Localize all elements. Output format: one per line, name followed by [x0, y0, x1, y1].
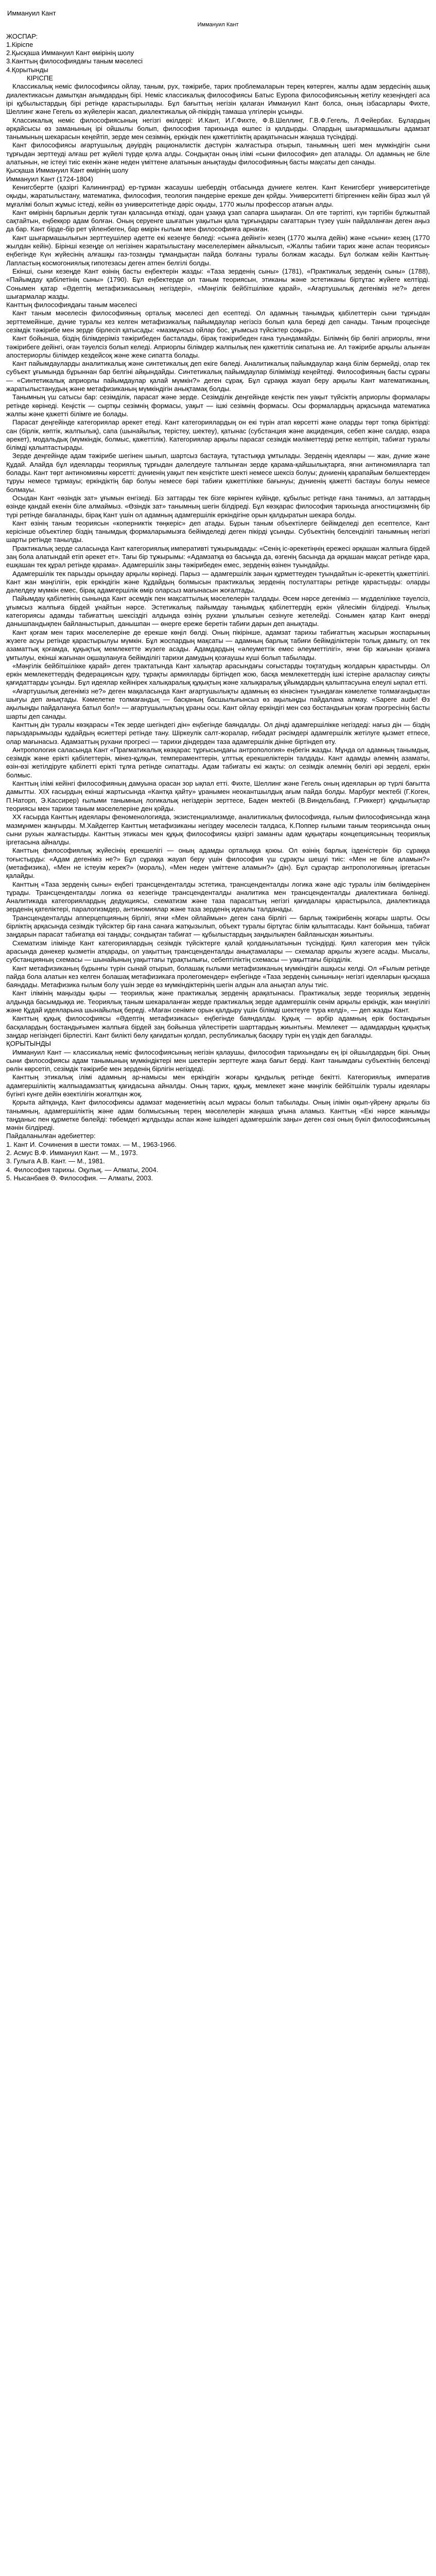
- intro-heading: КІРІСПЕ: [27, 74, 53, 82]
- body-paragraph: Антропология саласында Кант «Прагматикалық көзқарас тұрғысындағы антропология» еңбегін жазды. Мұнда ол адамның танымдық, сезімдік және ерікті қабілеттерін, мінез-құлқын, темпераменттерін, ұлттық ерекшеліктерін талдады. Кант адамды әлемнің азаматы, өзін-өзі жетілдіруге қабілетті ерікті тұлға ретінде сипаттады. Адам табиғаты екі жақты: ол сезімдік әлемнің бөлігі әрі зерделі, еркін болмыс.: [6, 745, 430, 779]
- body-paragraph: Кант қоғам мен тарих мәселелеріне де ерекше көңіл бөлді. Оның пікірінше, адамзат тарихы табиғаттың жасырын жоспарының жүзеге асуы ретінде қарастырылуы мүмкін. Бұл жоспардың мақсаты — адамның барлық табиғи бейімділіктерін толық дамыту, ол тек азаматтық қоғамда, құқықтық мемлекетте жүзеге асады. Адамдардың «әлеуметтік емес әлеуметтілігі», яғни бір жағынан қоғамға ұмтылуы, екінші жағынан оқшаулануға бейімділігі тарихи дамудың қозғаушы күші болып табылады.: [6, 628, 430, 662]
- bio-paragraph: Кант шығармашылығын зерттеушілер әдетте екі кезеңге бөледі: «сынға дейінгі» кезең (1770 жылға дейін) және «сыни» кезең (1770 жылдан кейін). Бірінші кезеңде ол негізінен жаратылыстану мәселелерімен айналысып, «Жалпы табиғи тарих және аспан теориясы» еңбегінде Күн жүйесінің алғашқы газ-тозаңды тұмандықтан пайда болғаны туралы болжам жасады. Бұл болжам кейін Канттың-Лапластың космогониялық гипотезасы деген атпен белгілі болды.: [6, 233, 430, 267]
- bio-paragraph: Кант өмірінің барлығын дерлік туған қаласында өткізді, одан ұзаққа ұзап сапарға шықпаған. Ол өте тәртіпті, күн тәртібін бұлжытпай сақтайтын, еңбекқор адам болған. Оның серуенге шығатын уақытын қала тұрғындары сағаттарын түзеу үшін пайдаланған деген аңыз да бар. Кант бірде-бір рет үйленбеген, бар өмірін ғылым мен философияға арнаған.: [6, 208, 430, 233]
- theory-paragraph: Кант таным мәселесін философияның орталық мәселесі деп есептеді. Ол адамның танымдық қабілеттерін сыни тұрғыдан зерттемейінше, дүние туралы кез келген метафизикалық пайымдаулар негізсіз болып қала береді деп санады. Таным процесінде сезімдік тәжірибе мен зерде бірлесіп қатысады: «мазмұнсыз ойлар бос, ұғымсыз түйсіктер соқыр».: [6, 309, 430, 334]
- plan-item: 3.Канттың философиядағы таным мәселесі: [6, 57, 143, 65]
- theory-paragraph: Кант пайымдауларды аналитикалық және синтетикалық деп екіге бөледі. Аналитикалық пайымдаулар жаңа білім бермейді, олар тек субъект ұғымында бұрыннан бар белгіні айқындайды. Синтетикалық пайымдаулар білімімізді кеңейтеді. Философияның басты сұрағы — «Синтетикалық априорлы пайымдаулар қалай мүмкін?» деген сұрақ. Бұл сұраққа жауап беру арқылы Кант математиканың, жаратылыстанудың және метафизиканың мүмкіндігін анықтамақ болды.: [6, 360, 430, 393]
- reference-item: 4. Философия тарихы. Оқулық. — Алматы, 2004.: [6, 1165, 159, 1174]
- body-paragraph: Канттың «Таза зерденің сыны» еңбегі трансценденталды эстетика, трансценденталды логика және әдіс туралы ілім бөлімдерінен тұрады. Трансценденталды логика өз кезегінде трансценденталды аналитика мен трансценденталды диалектикаға бөлінеді. Аналитикада категориялардың дедукциясы, схематизм және таза парасаттың негізгі қағидалары қарастырылса, диалектикада зерденің қателіктері, паралогизмдер, антиномиялар және таза зерденің идеалы талданады.: [6, 880, 430, 913]
- bio-paragraph: Кенигсбергте (қазіргі Калининград) ер-тұрман жасаушы шебердің отбасында дүниеге келген. Кант Кенигсберг университетінде оқыды, жаратылыстану, математика, философия, теология пәндеріне ерекше ден қойды. Университетті бітіргеннен кейін біраз жыл үй мұғалімі болып жұмыс істеді, кейін өз университетінде дәріс оқыды, 1770 жылы профессор атағын алды.: [6, 183, 430, 208]
- conclusion-paragraph: Канттың этикалық ілімі адамның ар-намысы мен еркіндігін жоғары құндылық ретінде бекітті. Категориялық императив адамгершіліктің жалпыадамзаттық қағидасына айналды. Оның тарих, құқық, мемлекет және мәңгілік бейбітшілік туралы идеялары бүгінгі күнге дейін өзектілігін жоғалтқан жоқ.: [6, 1073, 430, 1098]
- theory-paragraph: Танымның үш сатысы бар: сезімділік, парасат және зерде. Сезімділік деңгейінде кеңістік пен уақыт түйсіктің априорлы формалары ретінде көрінеді. Кеңістік — сыртқы сезімнің формасы, уақыт — ішкі сезімнің формасы. Осы формалардың арқасында математика жалпы және қажетті білімге ие болады.: [6, 393, 430, 418]
- intro-paragraph: Классикалық неміс философиясы ойлау, таным, рух, тәжірибе, тарих проблемаларын терең көтерген, жалпы адам зердесінің ашық диалектикасын дамытқан ағымдардың бірі. Неміс классикалық философиясы Батыс Еуропа философиясының жетілу кезеңіндегі аса ірі құбылыстардың бірі ретінде қарастырылады. Бұл бағыттың негізін қалаған Иммануил Кант болса, оның ізбасарлары Фихте, Шеллинг және Гегель өз жүйелерін жасап, диалектикалық ой-пікірдің тамаша үлгілерін ұсынды.: [6, 82, 430, 116]
- body-paragraph: XX ғасырда Канттың идеялары феноменологияда, экзистенциализмде, аналитикалық философияда, ғылым философиясында жаңа мазмұнмен жаңғырды. М.Хайдеггер Канттың метафизиканы негіздеу мәселесін талдаса, К.Поппер ғылыми таным теориясында оның сыни рухын жалғастырды. Канттың этикасы мен құқық философиясы қазіргі заманғы адам құқықтары концепциясының теориялық іргетасына айналды.: [6, 813, 430, 846]
- conclusion-paragraph: Иммануил Кант — классикалық неміс философиясының негізін қалаушы, философия тарихындағы ең ірі ойшылдардың бірі. Оның сыни философиясы адам танымының мүмкіндіктері мен шектерін зерттеуге жаңа бағыт берді. Кант танымдағы субъектінің белсенді рөлін көрсетіп, сезімдік тәжірибе мен зерденің бірлігін негіздеді.: [6, 1048, 430, 1073]
- reference-item: 5. Нысанбаев Ә. Философия. — Алматы, 2003.: [6, 1174, 153, 1182]
- theory-paragraph: Кант бойынша, біздің білімдеріміз тәжірибеден басталады, бірақ тәжірибеден ғана туындамайды. Білімнің бір бөлігі априорлы, яғни тәжірибеге дейінгі, оған тәуелсіз болып келеді. Априорлы білімдер жалпылық пен қажеттілік сипатына ие. Ал тәжірибе арқылы алынған апостериорлы білімдер кездейсоқ және жеке сипатта болады.: [6, 334, 430, 359]
- body-paragraph: «Ағартушылық дегеніміз не?» деген мақаласында Кант ағартушылықты адамның өз кінәсінен туындаған кәмелетке толмағандықтан шығуы деп анықтады. Кәмелетке толмағандық — басқаның басшылығынсыз өз ақылыңды пайдалана алмау. «Sapere aude! Өз ақылыңды пайдалануға батыл бол!» — ағартушылықтың ұраны осы. Кант ойлау еркіндігі мен сөз бостандығын қоғам прогресінің басты шарты деп санады.: [6, 687, 430, 720]
- body-paragraph: Кант ілімінің маңызды қыры — теориялық және практикалық зерденің арақатынасы. Практикалық зерде теориялық зерденің алдында басымдыққа ие. Теориялық таным шекараланған жерде практикалық зерде адамгершілік сенім арқылы еркіндік, жан мәңгілігі және Құдай идеяларына шынайылық береді. «Маған сенімге орын қалдыру үшін білімді шектеуге тура келді», — деп жазды Кант.: [6, 989, 430, 1014]
- document-subtitle: Иммануил Кант: [197, 22, 239, 28]
- body-paragraph: Канттың дін туралы көзқарасы «Тек зерде шегіндегі дін» еңбегінде баяндалды. Ол дінді адамгершілікке негіздеді: нағыз дін — біздің парыздарымызды құдайдың өсиеттері ретінде тану. Шіркеулік салт-жоралар, ғибадат рәсімдері адамгершілік жетілуге қызмет етпесе, олар мағынасыз. Адамзаттың рухани прогресі — тарихи діндерден таза адамгершілік дініне біртіндеп өту.: [6, 720, 430, 745]
- theory-paragraph: Осыдан Кант «өзіндік зат» ұғымын енгізеді. Біз заттарды тек бізге көрінген күйінде, құбылыс ретінде ғана танимыз, ал заттардың өзінде қандай екенін біле алмаймыз. «Өзіндік зат» танымның шегін білдіреді. Бұл көзқарас философия тарихында агностицизмнің бір түрі ретінде бағаланады, бірақ Кант үшін ол адамның адамгершілік еркіндігіне орын қалдыратын шекара болды.: [6, 494, 430, 519]
- reference-item: 3. Гулыга А.В. Кант. — М., 1981.: [6, 1157, 105, 1165]
- plan-item: 4.Қорытынды: [6, 65, 48, 74]
- plan-heading: ЖОСПАР:: [6, 32, 38, 40]
- document-title: Иммануил Кант: [7, 9, 56, 17]
- body-paragraph: «Мәңгілік бейбітшілікке қарай» деген трактатында Кант халықтар арасындағы соғыстарды тоқтатудың жолдарын қарастырды. Ол еркін мемлекеттердің федерациясын құру, тұрақты армияларды біртіндеп жою, басқа мемлекеттердің ішкі істеріне араласпау сияқты қағидаттарды ұсынды. Бұл идеялар кейінірек халықаралық құқықтың және халықаралық ұйымдардың қалыптасуына елеулі ықпал етті.: [6, 662, 430, 687]
- theory-paragraph: Зерде деңгейінде адам тәжірибе шегінен шығып, шартсыз бастауға, тұтастыққа ұмтылады. Зерденің идеялары — жан, дүние және Құдай. Алайда бұл идеяларды теориялық тұрғыдан дәлелдеуге талпынған зерде қарама-қайшылықтарға, яғни антиномияларға тап болады. Кант төрт антиномияны көрсетті: дүниенің уақыт пен кеңістікте шекті немесе шексіз болуы; дүниенің қарапайым бөлшектерден тұруы немесе тұрмауы; еркіндіктің бар болуы немесе бәрі табиғи қажеттілікке бағынуы; дүниенің қажетті бастауы болуы немесе болмауы.: [6, 452, 430, 494]
- plan-item: 2.Қысқаша Иммануил Кант өмірінің шолу: [6, 49, 134, 57]
- body-paragraph: Канттың құқық философиясы «Әдептің метафизикасы» еңбегінде баяндалды. Құқық — әрбір адамның ерік бостандығын басқалардың бостандығымен жалпыға бірдей заң бойынша үйлестіретін шарттардың жиынтығы. Мемлекет — адамдардың құқықтық заңдар негізіндегі бірлестігі. Кант билікті бөлу қағидатын қолдап, республикалық басқару түрін ең үздік деп бағалады.: [6, 1014, 430, 1039]
- bio-heading: Қысқаша Иммануил Кант өмірінің шолу: [6, 166, 129, 175]
- body-paragraph: Трансценденталды апперцепцияның бірлігі, яғни «Мен ойлаймын» деген сана бірлігі — барлық тәжірибенің жоғары шарты. Осы бірліктің арқасында сезімдік түйсіктер бір ғана санаға жатқызылып, объект туралы біртұтас білім қалыптасады. Кант бойынша, табиғат заңдарын парасат табиғатқа өзі таңады; сондықтан табиғат — құбылыстардың заңдылықпен байланысқан жиынтығы.: [6, 913, 430, 939]
- bio-paragraph: Екінші, сыни кезеңде Кант өзінің басты еңбектерін жазды: «Таза зерденің сыны» (1781), «Практикалық зерденің сыны» (1788), «Пайымдау қабілетінің сыны» (1790). Бұл еңбектерде ол таным теориясын, этиканы және эстетиканы біртұтас жүйеге келтірді. Сонымен қатар «Әдептің метафизикасының негіздері», «Мәңгілік бейбітшілікке қарай», «Ағартушылық дегеніміз не?» деген шығармалар жазды.: [6, 267, 430, 300]
- plan-list: [6, 41, 430, 74]
- body-paragraph: Канттың философиялық жүйесінің ерекшелігі — оның адамды орталыққа қоюы. Ол өзінің барлық ізденістерін бір сұраққа тоғыстырды: «Адам дегеніміз не?» Бұл сұраққа жауап беру үшін философия үш сұрақты шешуі тиіс: «Мен не біле аламын?» (метафизика), «Мен не істеуім керек?» (мораль), «Мен неден үміттене аламын?» (дін). Бұл сұрақтар антропологияның іргетасын қалайды.: [6, 846, 430, 880]
- theory-paragraph: Адамгершілік тек парызды орындау арқылы көрінеді. Парыз — адамгершілік заңын құрметтеуден туындайтын іс-әрекеттің қажеттілігі. Кант жан мәңгілігін, ерік еркіндігін және Құдайдың болмысын практикалық зерденің постулаттары ретінде қарастырды: оларды дәлелдеу мүмкін емес, бірақ адамгершілік өмір оларсыз мағынасын жоғалтады.: [6, 569, 430, 595]
- references-heading: Пайдаланылған әдебиеттер:: [6, 1132, 96, 1140]
- theory-paragraph: Практикалық зерде саласында Кант категориялық императивті тұжырымдады: «Сенің іс-әрекетіңнің ережесі әрқашан жалпыға бірдей заң бола алатындай етіп әрекет ет». Тағы бір тұжырымы: «Адамзатқа өз басыңда да, өзгенің басында да әрқашан мақсат ретінде қара, ешқашан тек құрал ретінде қарама». Адамгершілік заңы тәжірибеден емес, зерденің өзінен туындайды.: [6, 544, 430, 569]
- reference-item: 1. Кант И. Сочинения в шести томах. — М., 1963-1966.: [6, 1140, 177, 1148]
- reference-item: 2. Асмус В.Ф. Иммануил Кант. — М., 1973.: [6, 1149, 138, 1157]
- body-paragraph: Схематизм ілімінде Кант категориялардың сезімдік түйсіктерге қалай қолданылатынын түсіндірді. Қиял категория мен түйсік арасында дәнекер қызметін атқарады, ол уақыттың трансценденталды анықтамалары — схемалар арқылы жүзеге асады. Мысалы, субстанцияның схемасы — шынайының уақыттағы тұрақтылығы, себептіліктің схемасы — уақыттағы бірізділік.: [6, 939, 430, 964]
- conclusion-heading: ҚОРЫТЫНДЫ: [6, 1040, 51, 1048]
- bio-dates: Иммануил Кант (1724-1804): [6, 175, 93, 183]
- theory-paragraph: Парасат деңгейінде категориялар әрекет етеді. Кант категориялардың он екі түрін атап көрсетті және оларды төрт топқа біріктірді: сан (бірлік, көптік, жалпылық), сапа (шынайылық, терістеу, шектеу), қатынас (субстанция және акциденция, себеп және салдар, өзара әрекет), модальдық (мүмкіндік, болмыс, қажеттілік). Категориялар арқылы парасат сезімдік мәліметтерді ретке келтіріп, табиғат туралы білімді қалыптастырады.: [6, 418, 430, 452]
- body-paragraph: Кант метафизиканың бұрынғы түрін сынай отырып, болашақ ғылыми метафизиканың мүмкіндігін ашқысы келді. Ол «Ғылым ретінде пайда бола алатын кез келген болашақ метафизикаға пролегомендер» еңбегінде «Таза зерденің сынының» негізгі идеяларын қысқаша баяндады. Метафизика ғылым болу үшін зерде өз мүмкіндіктерінің шегін алдын ала анықтап алуы тиіс.: [6, 964, 430, 989]
- theory-heading: Канттың философиядағы таным мәселесі: [6, 301, 137, 309]
- plan-item: 1.Кіріспе: [6, 40, 33, 48]
- intro-paragraph: Классикалық неміс философиясының негізгі өкілдері: И.Кант, И.Г.Фихте, Ф.В.Шеллинг, Г.В.Ф.Гегель, Л.Фейербах. Бұлардың әрқайсысы өз заманының ірі ойшылы болып, философия тарихында өшпес із қалдырды. Олардың шығармашылығы адамзат танымының шекарасын кеңейтіп, зерде мен сезімнің, еркіндік пен қажеттіліктің арақатынасын жаңаша түсіндірді.: [6, 116, 430, 141]
- theory-paragraph: Кант өзінің таным теориясын «коперниктік төңкеріс» деп атады. Бұрын таным объектілерге бейімделеді деп есептелсе, Кант керісінше объектілер біздің танымдық формаларымызға бейімделеді деген пікірді ұсынды. Субъектінің белсенділігі танымның негізгі шарты ретінде танылды.: [6, 519, 430, 544]
- conclusion-paragraph: Қорыта айтқанда, Кант философиясы адамзат мәдениетінің асыл мұрасы болып табылады. Оның ілімін оқып-үйрену арқылы біз танымның, адамгершіліктің және адам болмысының терең мәселелерін жаңаша ұғына аламыз. Канттың «Екі нәрсе жанымды таңданыс пен құрметке бөлейді: төбемдегі жұлдызды аспан және ішімдегі адамгершілік заңы» деген сөзі оның бүкіл философиясының мәнін білдіреді.: [6, 1098, 430, 1132]
- intro-paragraph: Кант философиясы ағартушылық дәуірдің рационалистік дәстүрін жалғастыра отырып, танымның шегі мен мүмкіндігін сыни тұрғыдан зерттеуді алғаш рет жүйелі түрде қолға алды. Сондықтан оның ілімі «сыни философия» деп аталады. Ол адамның не біле алатынын, не істеуі тиіс екенін және неден үміттене алатынын анықтауды философияның басты мақсаты деп санады.: [6, 141, 430, 166]
- body-paragraph: Канттың ілімі кейінгі философияның дамуына орасан зор ықпал етті. Фихте, Шеллинг және Гегель оның идеяларын әр түрлі бағытта дамытты. XIX ғасырдың екінші жартысында «Кантқа қайту» ұранымен неокантшылдық ағым пайда болды. Марбург мектебі (Г.Коген, П.Наторп, Э.Кассирер) ғылыми танымның логикалық негіздерін зерттесе, Баден мектебі (В.Виндельбанд, Г.Риккерт) құндылықтар теориясы мен тарихи таным мәселелеріне ден қойды.: [6, 779, 430, 812]
- body-paragraph: Пайымдау қабілетінің сынында Кант әсемдік пен мақсаттылық мәселелерін талдады. Әсем нәрсе дегеніміз — мүдделілікке тәуелсіз, ұғымсыз жалпыға бірдей ұнайтын нәрсе. Эстетикалық пайымдау танымдық қабілеттердің еркін үйлесімін білдіреді. Ұлылық категориясы адамды табиғаттың шексіздігі алдында өзінің рухани ұлылығын сезінуге жетелейді. Сонымен қатар Кант өнерді данышпандықпен байланыстырып, данышпан — өнерге ереже беретін табиғи дарын деп анықтады.: [6, 595, 430, 628]
